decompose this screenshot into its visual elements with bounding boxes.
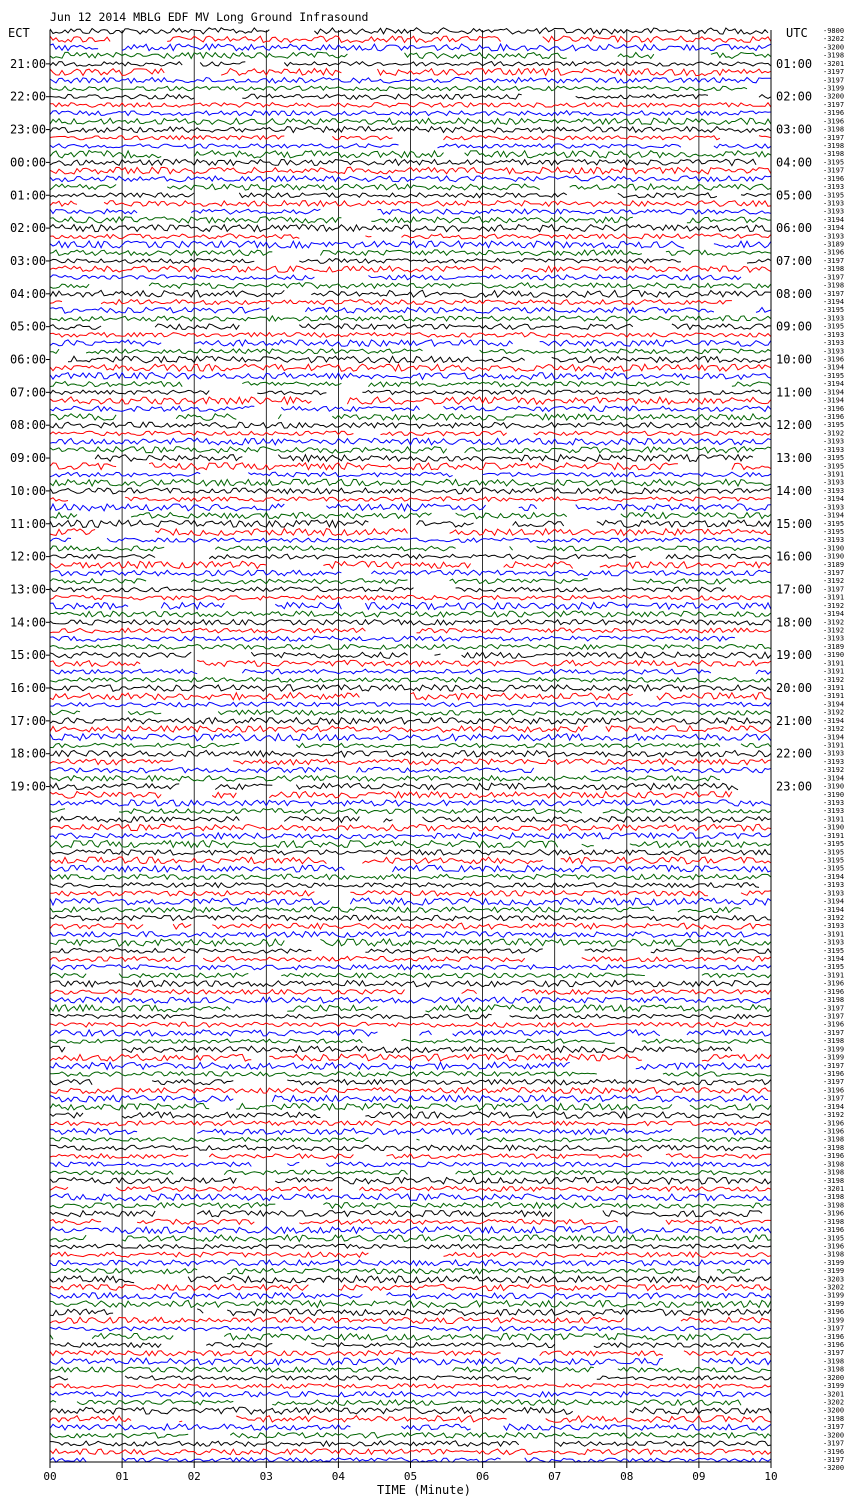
trace-offset-label: -3197	[823, 100, 845, 109]
trace-line	[50, 1046, 732, 1053]
left-time-label: 10:00	[10, 483, 47, 498]
trace-offset-label: -3200	[823, 43, 845, 52]
trace-offset-label: -3194	[823, 396, 845, 405]
right-time-label: 19:00	[776, 648, 813, 663]
left-time-label: 07:00	[10, 385, 47, 400]
trace-offset-label: -3199	[823, 1382, 845, 1391]
trace-offset-label: -3199	[823, 84, 845, 93]
trace-offset-label: -3196	[823, 987, 845, 996]
trace-offset-label: -3198	[823, 51, 845, 60]
left-time-label: 06:00	[10, 352, 47, 367]
trace-offset-label: -9800	[823, 27, 845, 35]
trace-offset-label: -3194	[823, 872, 845, 881]
trace-offset-label: -3192	[823, 577, 845, 586]
trace-offset-label: -3193	[823, 207, 845, 216]
right-time-label: 15:00	[776, 516, 813, 531]
right-time-label: 08:00	[776, 286, 813, 301]
trace-offset-label: -3197	[823, 289, 845, 298]
trace-offset-label: -3199	[823, 1291, 845, 1300]
trace-offset-label: -3200	[823, 1373, 845, 1382]
left-time-label: 09:00	[10, 451, 47, 466]
trace-offset-label: -3196	[823, 117, 845, 126]
trace-offset-label: -3193	[823, 445, 845, 454]
trace-offset-label: -3198	[823, 1193, 845, 1202]
x-tick-label: 02	[187, 1470, 201, 1483]
trace-offset-label: -3194	[823, 955, 845, 964]
trace-offset-label: -3191	[823, 692, 845, 701]
chart-title: Jun 12 2014 MBLG EDF MV Long Ground Infrasound	[50, 10, 369, 24]
trace-offset-label: -3195	[823, 856, 845, 865]
trace-offset-label: -3196	[823, 1308, 845, 1317]
trace-offset-label: -3195	[823, 191, 845, 200]
right-time-label: 12:00	[776, 418, 813, 433]
trace-offset-label: -3197	[823, 76, 845, 85]
trace-offset-label: -3196	[823, 1226, 845, 1235]
trace-offset-label: -3198	[823, 1135, 845, 1144]
trace-offset-label: -3198	[823, 1217, 845, 1226]
trace-offset-label: -3194	[823, 380, 845, 389]
left-time-label: 13:00	[10, 582, 47, 597]
trace-offset-label: -3196	[823, 109, 845, 118]
trace-offset-label: -3197	[823, 585, 845, 594]
trace-offset-label: -3198	[823, 150, 845, 159]
trace-offset-label: -3193	[823, 330, 845, 339]
x-tick-label: 04	[331, 1470, 346, 1483]
trace-offset-label: -3191	[823, 684, 845, 693]
trace-offset-label: -3193	[823, 889, 845, 898]
trace-offset-label: -3195	[823, 527, 845, 536]
trace-offset-label: -3193	[823, 347, 845, 356]
trace-offset-label: -3197	[823, 273, 845, 282]
left-time-label: 14:00	[10, 615, 47, 630]
left-time-label: 12:00	[10, 549, 47, 564]
trace-offset-label: -3194	[823, 495, 845, 504]
right-time-label: 18:00	[776, 615, 813, 630]
right-time-label: 20:00	[776, 681, 813, 696]
trace-offset-label: -3194	[823, 733, 845, 742]
trace-offset-label: -3197	[823, 1028, 845, 1037]
trace-offset-label: -3196	[823, 1020, 845, 1029]
trace-offset-label: -3198	[823, 1365, 845, 1374]
trace-offset-label: -3198	[823, 1168, 845, 1177]
left-time-label: 16:00	[10, 681, 47, 696]
trace-offset-label: -3193	[823, 634, 845, 643]
trace-offset-label: -3199	[823, 1045, 845, 1054]
trace-offset-label: -3194	[823, 1102, 845, 1111]
trace-line	[50, 1269, 750, 1274]
trace-line	[68, 356, 771, 363]
right-time-label: 11:00	[776, 385, 813, 400]
trace-offset-label: -3194	[823, 700, 845, 709]
left-time-label: 11:00	[10, 516, 47, 531]
trace-offset-label: -3196	[823, 1086, 845, 1095]
trace-offset-label: -3199	[823, 1316, 845, 1325]
trace-offset-label: -3189	[823, 560, 845, 569]
trace-offset-label: -3197	[823, 133, 845, 142]
trace-line	[50, 86, 747, 91]
left-time-label: 08:00	[10, 418, 47, 433]
trace-offset-label: -3195	[823, 454, 845, 463]
right-time-label: 13:00	[776, 451, 813, 466]
x-tick-label: 08	[620, 1470, 634, 1483]
trace-offset-label: -3200	[823, 1431, 845, 1440]
trace-offset-label: -3195	[823, 158, 845, 167]
right-time-label: 03:00	[776, 122, 813, 137]
trace-offset-label: -3192	[823, 618, 845, 627]
trace-offset-label: -3198	[823, 1414, 845, 1423]
trace-offset-label: -3194	[823, 224, 845, 233]
trace-offset-label: -3197	[823, 166, 845, 175]
trace-offset-label: -3190	[823, 823, 845, 832]
x-tick-label: 00	[43, 1470, 57, 1483]
trace-offset-label: -3191	[823, 659, 845, 668]
trace-offset-label: -3196	[823, 1119, 845, 1128]
right-axis-label: UTC	[786, 26, 808, 40]
trace-offset-label: -3195	[823, 963, 845, 972]
trace-line	[50, 300, 732, 305]
right-time-label: 01:00	[776, 56, 813, 71]
trace-offset-label: -3196	[823, 1332, 845, 1341]
right-time-label: 17:00	[776, 582, 813, 597]
trace-line	[50, 159, 756, 165]
trace-offset-label: -3193	[823, 486, 845, 495]
trace-line	[50, 636, 735, 641]
trace-offset-label: -3196	[823, 174, 845, 183]
trace-offset-label: -3196	[823, 1127, 845, 1136]
trace-offset-label: -3193	[823, 749, 845, 758]
trace-offset-label: -3193	[823, 881, 845, 890]
trace-offset-label: -3195	[823, 840, 845, 849]
trace-offset-label: -3200	[823, 1464, 845, 1473]
trace-offset-label: -3196	[823, 248, 845, 257]
trace-offset-label: -3193	[823, 183, 845, 192]
trace-offset-label: -3194	[823, 298, 845, 307]
trace-offset-label: -3193	[823, 232, 845, 241]
trace-offset-label: -3196	[823, 1152, 845, 1161]
right-time-label: 07:00	[776, 253, 813, 268]
trace-offset-label: -3193	[823, 199, 845, 208]
x-tick-label: 05	[403, 1470, 418, 1483]
trace-offset-label: -3197	[823, 1349, 845, 1358]
left-time-label: 01:00	[10, 188, 47, 203]
trace-offset-label: -3195	[823, 519, 845, 528]
trace-offset-label: -3203	[823, 1275, 845, 1284]
trace-offset-label: -3193	[823, 807, 845, 816]
trace-line	[50, 1095, 768, 1102]
trace-offset-label: -3197	[823, 1423, 845, 1432]
trace-line	[50, 28, 768, 34]
trace-offset-label: -3198	[823, 1357, 845, 1366]
trace-offset-label: -3196	[823, 404, 845, 413]
left-time-label: 04:00	[10, 286, 47, 301]
trace-offset-label: -3202	[823, 1398, 845, 1407]
left-time-label: 00:00	[10, 155, 47, 170]
trace-offset-label: -3198	[823, 1201, 845, 1210]
trace-offset-label: -3191	[823, 741, 845, 750]
trace-offset-label: -3197	[823, 1094, 845, 1103]
trace-offset-label: -3198	[823, 996, 845, 1005]
trace-offset-label: -3194	[823, 511, 845, 520]
trace-line	[50, 883, 759, 888]
trace-offset-label: -3192	[823, 725, 845, 734]
trace-offset-label: -3193	[823, 478, 845, 487]
trace-offset-label: -3197	[823, 1324, 845, 1333]
trace-offset-label: -3196	[823, 1070, 845, 1079]
trace-offset-label: -3199	[823, 1267, 845, 1276]
trace-offset-label: -3198	[823, 125, 845, 134]
trace-offset-label: -3201	[823, 1390, 845, 1399]
left-time-label: 03:00	[10, 253, 47, 268]
x-tick-label: 03	[259, 1470, 273, 1483]
trace-line	[50, 587, 726, 592]
trace-offset-label: -3195	[823, 322, 845, 331]
trace-offset-label: -3202	[823, 35, 845, 44]
trace-offset-label: -3199	[823, 1258, 845, 1267]
trace-offset-label: -3195	[823, 371, 845, 380]
right-time-label: 06:00	[776, 221, 813, 236]
trace-offset-label: -3198	[823, 1037, 845, 1046]
left-axis-label: ECT	[8, 26, 30, 40]
right-time-label: 09:00	[776, 319, 813, 334]
trace-offset-label: -3199	[823, 1299, 845, 1308]
trace-line	[50, 275, 741, 280]
trace-offset-label: -3197	[823, 1012, 845, 1021]
trace-offset-label: -3190	[823, 544, 845, 553]
trace-offset-label: -3194	[823, 897, 845, 906]
trace-offset-label: -3192	[823, 626, 845, 635]
x-tick-label: 10	[764, 1470, 778, 1483]
trace-offset-label: -3192	[823, 913, 845, 922]
trace-offset-label: -3192	[823, 1111, 845, 1120]
x-tick-label: 09	[692, 1470, 706, 1483]
trace-offset-label: -3198	[823, 1250, 845, 1259]
trace-offset-label: -3193	[823, 798, 845, 807]
trace-offset-label: -3190	[823, 790, 845, 799]
trace-line	[50, 776, 720, 782]
trace-offset-label: -3189	[823, 642, 845, 651]
left-time-label: 05:00	[10, 319, 47, 334]
right-time-label: 10:00	[776, 352, 813, 367]
trace-offset-label: -3195	[823, 946, 845, 955]
trace-line	[50, 792, 732, 799]
x-tick-label: 07	[548, 1470, 562, 1483]
trace-offset-label: -3196	[823, 979, 845, 988]
trace-offset-label: -3190	[823, 552, 845, 561]
right-time-label: 16:00	[776, 549, 813, 564]
trace-offset-label: -3198	[823, 1176, 845, 1185]
trace-offset-label: -3193	[823, 314, 845, 323]
trace-offset-label: -3195	[823, 462, 845, 471]
trace-offset-label: -3197	[823, 256, 845, 265]
trace-offset-label: -3197	[823, 68, 845, 77]
trace-offset-label: -3192	[823, 766, 845, 775]
trace-offset-label: -3195	[823, 864, 845, 873]
trace-offset-label: -3190	[823, 782, 845, 791]
trace-offset-label: -3192	[823, 708, 845, 717]
trace-offset-label: -3197	[823, 1439, 845, 1448]
trace-offset-label: -3193	[823, 922, 845, 931]
trace-offset-label: -3193	[823, 503, 845, 512]
left-time-label: 23:00	[10, 122, 47, 137]
trace-offset-label: -3201	[823, 1184, 845, 1193]
trace-offset-label: -3201	[823, 59, 845, 68]
trace-offset-label: -3194	[823, 388, 845, 397]
left-time-label: 02:00	[10, 221, 47, 236]
trace-line	[50, 1400, 741, 1406]
trace-offset-label: -3190	[823, 651, 845, 660]
trace-offset-label: -3198	[823, 1160, 845, 1169]
trace-offset-label: -3199	[823, 1053, 845, 1062]
trace-offset-label: -3198	[823, 1143, 845, 1152]
trace-offset-label: -3202	[823, 1283, 845, 1292]
trace-offset-label: -3191	[823, 667, 845, 676]
trace-offset-label: -3196	[823, 1341, 845, 1350]
trace-offset-label: -3196	[823, 412, 845, 421]
trace-offset-label: -3192	[823, 601, 845, 610]
trace-offset-label: -3197	[823, 1061, 845, 1070]
trace-offset-label: -3192	[823, 429, 845, 438]
trace-offset-label: -3197	[823, 1004, 845, 1013]
trace-offset-label: -3194	[823, 215, 845, 224]
trace-offset-label: -3196	[823, 355, 845, 364]
trace-offset-label: -3191	[823, 930, 845, 939]
right-time-label: 21:00	[776, 713, 813, 728]
trace-line	[50, 1211, 762, 1217]
trace-offset-label: -3193	[823, 938, 845, 947]
left-time-label: 18:00	[10, 746, 47, 761]
trace-offset-label: -3193	[823, 757, 845, 766]
trace-offset-label: -3195	[823, 1234, 845, 1243]
trace-offset-label: -3191	[823, 470, 845, 479]
trace-offset-label: -3200	[823, 1406, 845, 1415]
trace-offset-label: -3200	[823, 92, 845, 101]
trace-offset-label: -3193	[823, 437, 845, 446]
right-time-label: 23:00	[776, 779, 813, 794]
trace-offset-label: -3194	[823, 363, 845, 372]
trace-offset-label: -3196	[823, 1242, 845, 1251]
trace-offset-label: -3192	[823, 675, 845, 684]
trace-offset-label: -3191	[823, 815, 845, 824]
trace-offset-label: -3195	[823, 421, 845, 430]
trace-offset-label: -3193	[823, 339, 845, 348]
trace-offset-label: -3198	[823, 141, 845, 150]
left-time-label: 17:00	[10, 713, 47, 728]
trace-offset-label: -3198	[823, 265, 845, 274]
trace-offset-label: -3196	[823, 1447, 845, 1456]
trace-offset-label: -3194	[823, 610, 845, 619]
right-time-label: 22:00	[776, 746, 813, 761]
trace-offset-label: -3197	[823, 1078, 845, 1087]
trace-offset-label: -3194	[823, 774, 845, 783]
trace-line	[50, 907, 741, 913]
trace-offset-label: -3198	[823, 281, 845, 290]
trace-offset-label: -3196	[823, 1209, 845, 1218]
x-tick-label: 01	[115, 1470, 129, 1483]
right-time-label: 05:00	[776, 188, 813, 203]
left-time-label: 21:00	[10, 56, 47, 71]
left-time-label: 19:00	[10, 779, 47, 794]
trace-offset-label: -3197	[823, 1456, 845, 1464]
trace-offset-label: -3194	[823, 716, 845, 725]
trace-offset-label: -3191	[823, 971, 845, 980]
right-time-label: 14:00	[776, 483, 813, 498]
right-time-label: 04:00	[776, 155, 813, 170]
trace-line	[50, 783, 738, 790]
trace-offset-label: -3197	[823, 569, 845, 578]
x-tick-label: 06	[475, 1470, 490, 1483]
x-axis-label: TIME (Minute)	[377, 1483, 471, 1497]
left-time-label: 22:00	[10, 89, 47, 104]
trace-line	[95, 455, 753, 462]
trace-offset-label: -3194	[823, 905, 845, 914]
trace-offset-label: -3193	[823, 536, 845, 545]
trace-offset-label: -3191	[823, 593, 845, 602]
left-time-label: 15:00	[10, 648, 47, 663]
trace-offset-label: -3195	[823, 306, 845, 315]
trace-offset-label: -3195	[823, 848, 845, 857]
right-time-label: 02:00	[776, 89, 813, 104]
trace-offset-label: -3191	[823, 831, 845, 840]
trace-offset-label: -3189	[823, 240, 845, 249]
